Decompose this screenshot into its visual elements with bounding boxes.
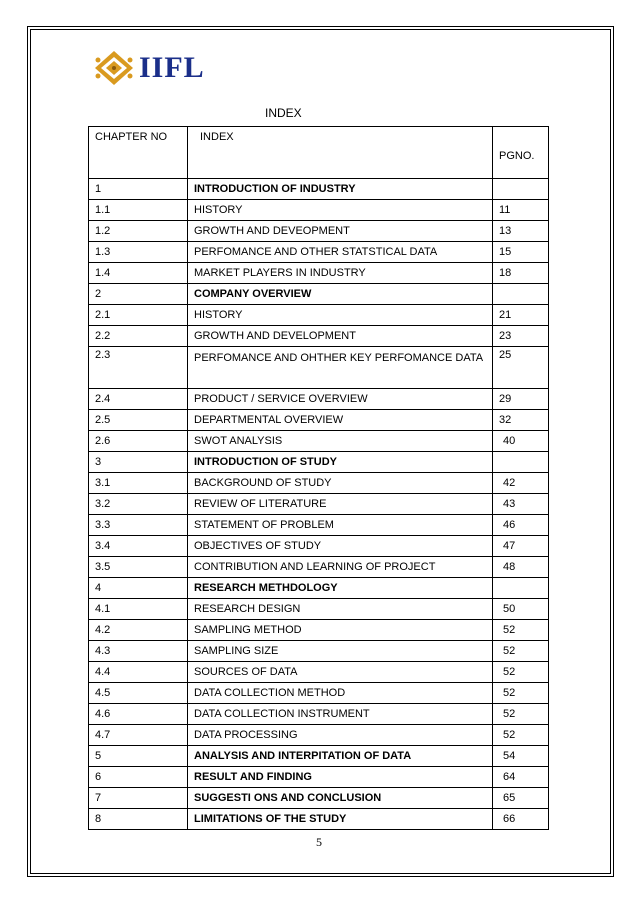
index-heading: INDEX [265,106,302,120]
chapter-number-cell: 6 [89,767,188,788]
topic-cell: OBJECTIVES OF STUDY [188,536,493,557]
table-row [89,389,549,410]
topic-cell: PERFOMANCE AND OHTHER KEY PERFOMANCE DATA [188,347,493,389]
chapter-number-cell: 2.1 [89,305,188,326]
topic-cell: SAMPLING SIZE [188,641,493,662]
chapter-number-cell: 1.4 [89,263,188,284]
chapter-number-cell: 2.6 [89,431,188,452]
table-row [89,599,549,620]
page-number-cell: 18 [493,263,549,284]
page-number: 5 [316,835,322,849]
topic-cell: DEPARTMENTAL OVERVIEW [188,410,493,431]
table-row [89,662,549,683]
header-chapter-no: CHAPTER NO [89,127,188,179]
table-row [89,263,549,284]
topic-cell: PRODUCT / SERVICE OVERVIEW [188,389,493,410]
chapter-number-cell: 1.2 [89,221,188,242]
chapter-number-cell: 1 [89,179,188,200]
table-row [89,431,549,452]
page-number-cell: 46 [493,515,549,536]
page-number-cell: 64 [493,767,549,788]
logo-emblem-icon [94,50,134,86]
chapter-number-cell: 3.2 [89,494,188,515]
page-number-cell: 66 [493,809,549,830]
table-row [89,746,549,767]
page-number-cell: 29 [493,389,549,410]
chapter-number-cell: 4.4 [89,662,188,683]
page-number-cell: 13 [493,221,549,242]
table-row [89,494,549,515]
topic-cell: PERFOMANCE AND OTHER STATSTICAL DATA [188,242,493,263]
page-number-cell: 52 [493,620,549,641]
table-row [89,557,549,578]
table-row [89,725,549,746]
chapter-number-cell: 3.1 [89,473,188,494]
header-index [188,127,493,179]
chapter-number-cell: 1.3 [89,242,188,263]
table-row [89,179,549,200]
page-number-cell: 54 [493,746,549,767]
topic-cell: DATA COLLECTION METHOD [188,683,493,704]
page-number-cell: 43 [493,494,549,515]
topic-cell: SUGGESTI ONS AND CONCLUSION [188,788,493,809]
page-number-cell: 47 [493,536,549,557]
header-page-no [493,127,549,179]
page-number-cell: 25 [493,347,549,389]
table-row [89,305,549,326]
topic-cell: CONTRIBUTION AND LEARNING OF PROJECT [188,557,493,578]
topic-cell: BACKGROUND OF STUDY [188,473,493,494]
page-number-cell: 21 [493,305,549,326]
page-number-cell [493,452,549,473]
topic-cell: SAMPLING METHOD [188,620,493,641]
chapter-number-cell: 3.5 [89,557,188,578]
page-number-cell: 40 [493,431,549,452]
page-number-cell [493,179,549,200]
table-row [89,326,549,347]
topic-cell: INTRODUCTION OF STUDY [188,452,493,473]
table-row [89,200,549,221]
table-row [89,704,549,725]
table-row [89,284,549,305]
topic-cell: GROWTH AND DEVELOPMENT [188,326,493,347]
chapter-number-cell: 4.2 [89,620,188,641]
chapter-number-cell: 8 [89,809,188,830]
topic-cell: SOURCES OF DATA [188,662,493,683]
table-header-row [89,127,549,179]
page-number-cell [493,578,549,599]
chapter-number-cell: 4.7 [89,725,188,746]
chapter-number-cell: 3.3 [89,515,188,536]
topic-cell: RESULT AND FINDING [188,767,493,788]
table-row [89,536,549,557]
page-number-cell: 52 [493,662,549,683]
table-row [89,641,549,662]
page-number-cell: 52 [493,683,549,704]
table-row [89,809,549,830]
table-row [89,347,549,389]
page-number-cell: 50 [493,599,549,620]
header-index-label: INDEX [200,131,234,143]
chapter-number-cell: 4.1 [89,599,188,620]
table-row [89,620,549,641]
table-row [89,221,549,242]
page-number-cell: 52 [493,704,549,725]
topic-cell: STATEMENT OF PROBLEM [188,515,493,536]
page-number-cell [493,284,549,305]
topic-cell: REVIEW OF LITERATURE [188,494,493,515]
chapter-number-cell: 2 [89,284,188,305]
table-row [89,242,549,263]
chapter-number-cell: 4.5 [89,683,188,704]
logo-wordmark: IIFL [139,51,205,84]
chapter-number-cell: 4.6 [89,704,188,725]
topic-cell: INTRODUCTION OF INDUSTRY [188,179,493,200]
topic-cell: LIMITATIONS OF THE STUDY [188,809,493,830]
chapter-number-cell: 1.1 [89,200,188,221]
page-number-cell: 65 [493,788,549,809]
chapter-number-cell: 3.4 [89,536,188,557]
topic-cell: SWOT ANALYSIS [188,431,493,452]
page-number-cell: 48 [493,557,549,578]
page-number-cell: 52 [493,641,549,662]
chapter-number-cell: 4 [89,578,188,599]
index-table [88,126,549,830]
chapter-number-cell: 2.4 [89,389,188,410]
chapter-number-cell: 7 [89,788,188,809]
topic-cell: HISTORY [188,305,493,326]
page-number-cell: 52 [493,725,549,746]
table-row [89,452,549,473]
topic-cell: RESEARCH METHDOLOGY [188,578,493,599]
table-row [89,578,549,599]
topic-cell: COMPANY OVERVIEW [188,284,493,305]
company-logo [94,50,205,86]
index-table-body [89,127,549,830]
topic-cell: DATA COLLECTION INSTRUMENT [188,704,493,725]
page-number-cell: 11 [493,200,549,221]
topic-cell: RESEARCH DESIGN [188,599,493,620]
page-number-cell: 23 [493,326,549,347]
page-number-cell: 32 [493,410,549,431]
header-page-label: PGNO. [499,150,535,162]
topic-cell: ANALYSIS AND INTERPITATION OF DATA [188,746,493,767]
table-row [89,683,549,704]
table-row [89,410,549,431]
chapter-number-cell: 3 [89,452,188,473]
page-number-cell: 42 [493,473,549,494]
topic-cell: DATA PROCESSING [188,725,493,746]
chapter-number-cell: 4.3 [89,641,188,662]
chapter-number-cell: 2.3 [89,347,188,389]
topic-cell: MARKET PLAYERS IN INDUSTRY [188,263,493,284]
topic-cell: GROWTH AND DEVEOPMENT [188,221,493,242]
chapter-number-cell: 2.2 [89,326,188,347]
table-row [89,515,549,536]
page-number-cell: 15 [493,242,549,263]
table-row [89,767,549,788]
table-row [89,473,549,494]
topic-cell: HISTORY [188,200,493,221]
chapter-number-cell: 5 [89,746,188,767]
chapter-number-cell: 2.5 [89,410,188,431]
table-row [89,788,549,809]
